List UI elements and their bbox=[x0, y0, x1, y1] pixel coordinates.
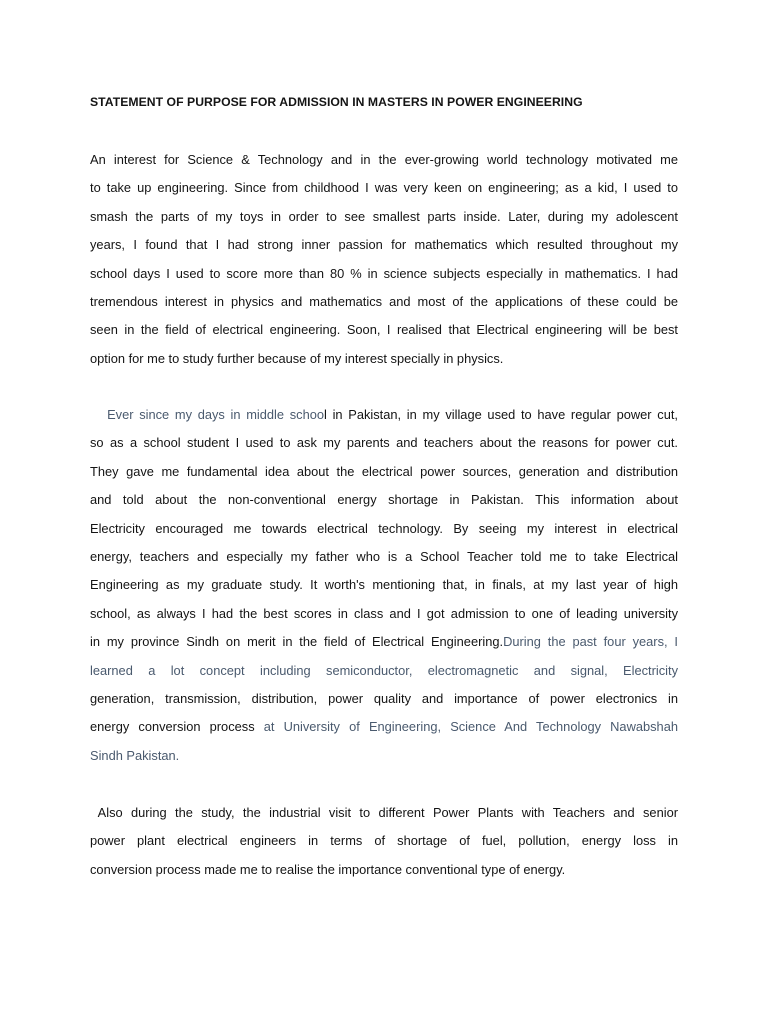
paragraph-interest bbox=[90, 146, 678, 373]
text-line bbox=[90, 628, 678, 656]
text-line-highlighted: learned a lot concept including semiconductor, electromagnetic and signal, Electricity bbox=[90, 662, 678, 678]
text-line: school, as always I had the best scores in class and I got admission to one of leading university bbox=[90, 605, 678, 621]
text-line: They gave me fundamental idea about the electrical power sources, generation and distribution bbox=[90, 463, 678, 479]
text-line: school days I used to score more than 80 % in science subjects especially in mathematics. I had bbox=[90, 265, 678, 281]
text-line: and told about the non-conventional energy shortage in Pakistan. This information about bbox=[90, 492, 678, 508]
plain-text: in my province Sindh on merit in the field of Electrical Engineering. bbox=[90, 634, 504, 650]
text-line: seen in the field of electrical engineering. Soon, I realised that Electrical engineering will be best bbox=[90, 322, 678, 338]
text-line: An interest for Science & Technology and in the ever-growing world technology motivated me bbox=[90, 152, 678, 167]
text-line: smash the parts of my toys in order to see smallest parts inside. Later, during my adolescent bbox=[90, 208, 678, 224]
text-line-highlighted: Sindh Pakistan. bbox=[90, 747, 180, 763]
text-line: tremendous interest in physics and mathematics and most of the applications of these could be bbox=[90, 294, 678, 310]
plain-text: l in Pakistan, in my village used to have regular power cut, bbox=[324, 407, 678, 422]
document-title: STATEMENT OF PURPOSE FOR ADMISSION IN MASTERS IN POWER ENGINEERING bbox=[90, 95, 583, 109]
text-line: so as a school student I used to ask my parents and teachers about the reasons for power cut. bbox=[90, 435, 678, 451]
text-line: option for me to study further because of my interest specially in physics. bbox=[90, 350, 504, 366]
text-line bbox=[90, 713, 678, 741]
text-line: years, I found that I had strong inner passion for mathematics which resulted throughout my bbox=[90, 237, 678, 253]
text-line: Electricity encouraged me towards electrical technology. By seeing my interest in electrical bbox=[90, 520, 678, 536]
text-line: Engineering as my graduate study. It worth's mentioning that, in finals, at my last year of high bbox=[90, 577, 678, 593]
highlighted-text: at University of Engineering, Science And Technology Nawabshah bbox=[263, 719, 678, 735]
text-line: energy, teachers and especially my father who is a School Teacher told me to take Electrical bbox=[90, 549, 678, 565]
text-line: to take up engineering. Since from childhood I was very keen on engineering; as a kid, I used to bbox=[90, 180, 678, 196]
text-line: generation, transmission, distribution, power quality and importance of power electronics in bbox=[90, 691, 678, 707]
text-line: Also during the study, the industrial visit to different Power Plants with Teachers and senior bbox=[90, 805, 678, 820]
highlighted-text: Ever since my days in middle schoo bbox=[90, 407, 325, 422]
highlighted-text: During the past four years, I bbox=[503, 634, 678, 650]
plain-text: energy conversion process bbox=[90, 719, 264, 735]
paragraph-middle-school bbox=[90, 401, 678, 770]
paragraph-industrial-visit bbox=[90, 799, 678, 884]
text-line bbox=[90, 401, 678, 429]
text-line: power plant electrical engineers in terms of shortage of fuel, pollution, energy loss in bbox=[90, 833, 678, 849]
text-line: conversion process made me to realise the importance conventional type of energy. bbox=[90, 861, 566, 877]
